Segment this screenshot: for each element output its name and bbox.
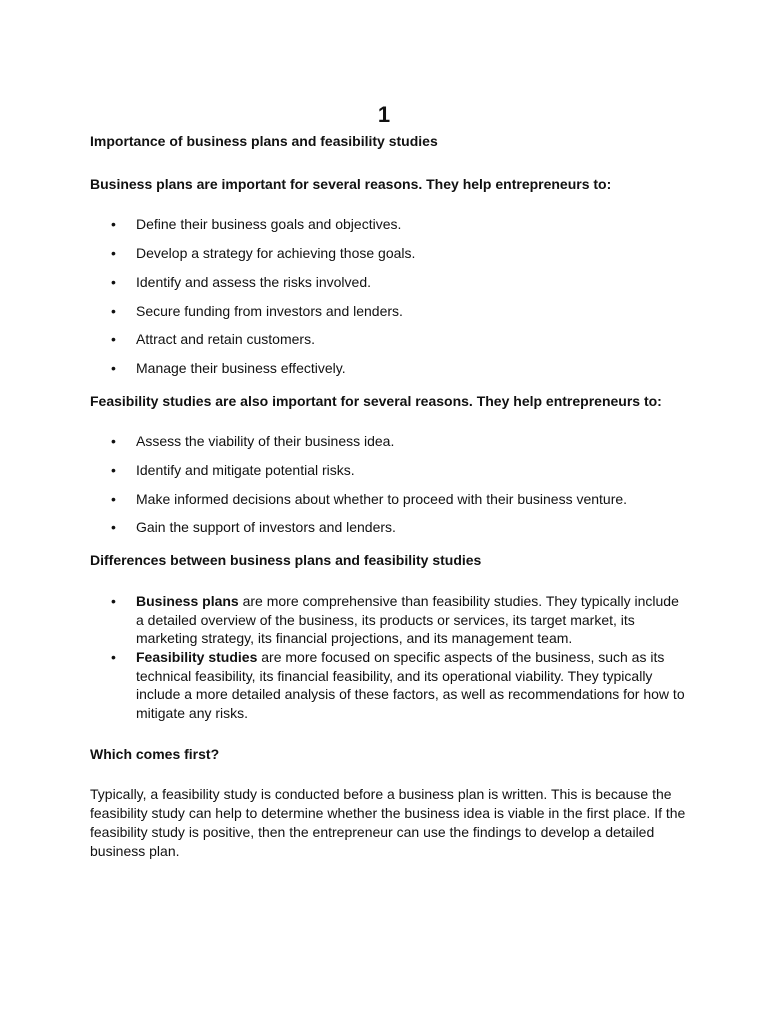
list-item: • Make informed decisions about whether to proceed with their business venture. bbox=[90, 490, 690, 509]
which-first-paragraph: Typically, a feasibility study is conducted before a business plan is written. This is because the feasibility study can help to determine whether the business idea is viable in the first place. If the feasibility study is positive, then the entrepreneur can use the findings to develop a detailed business plan. bbox=[90, 786, 686, 859]
which-first-heading: Which comes first? bbox=[90, 745, 220, 762]
feasibility-studies-description: are more focused on specific aspects of the business, such as its technical feasibility, its financial feasibility, and its operational viability. They typically include a more detailed analysis of these factors, as well as recommendations for how to mitigate any risks. bbox=[136, 648, 685, 722]
list-item: • Identify and assess the risks involved. bbox=[90, 273, 690, 292]
feasibility-list bbox=[90, 432, 690, 537]
list-item bbox=[90, 592, 690, 648]
list-item: • Gain the support of investors and lenders. bbox=[90, 518, 690, 537]
business-plans-list bbox=[90, 215, 690, 377]
list-item: • Manage their business effectively. bbox=[90, 359, 690, 378]
list-item bbox=[90, 648, 690, 723]
business-plans-term: Business plans bbox=[136, 592, 239, 609]
document-body bbox=[90, 132, 690, 860]
document-title: Importance of business plans and feasibility studies bbox=[90, 133, 438, 149]
list-item: • Assess the viability of their business idea. bbox=[90, 432, 690, 451]
list-item: • Identify and mitigate potential risks. bbox=[90, 461, 690, 480]
page-number: 1 bbox=[377, 102, 391, 127]
differences-list bbox=[90, 592, 690, 723]
business-plans-heading: Business plans are important for several reasons. They help entrepreneurs to: bbox=[90, 175, 612, 192]
feasibility-heading: Feasibility studies are also important for several reasons. They help entrepreneurs to: bbox=[90, 392, 662, 409]
list-item: • Attract and retain customers. bbox=[90, 330, 690, 349]
business-plans-description: are more comprehensive than feasibility studies. They typically include a detailed overview of the business, its products or services, its target market, its marketing strategy, its financial projections, and its management team. bbox=[136, 592, 679, 647]
differences-heading: Differences between business plans and feasibility studies bbox=[90, 552, 482, 569]
list-item: • Secure funding from investors and lenders. bbox=[90, 302, 690, 321]
list-item: • Develop a strategy for achieving those goals. bbox=[90, 244, 690, 263]
list-item: • Define their business goals and objectives. bbox=[90, 215, 690, 234]
feasibility-studies-term: Feasibility studies bbox=[136, 648, 258, 665]
